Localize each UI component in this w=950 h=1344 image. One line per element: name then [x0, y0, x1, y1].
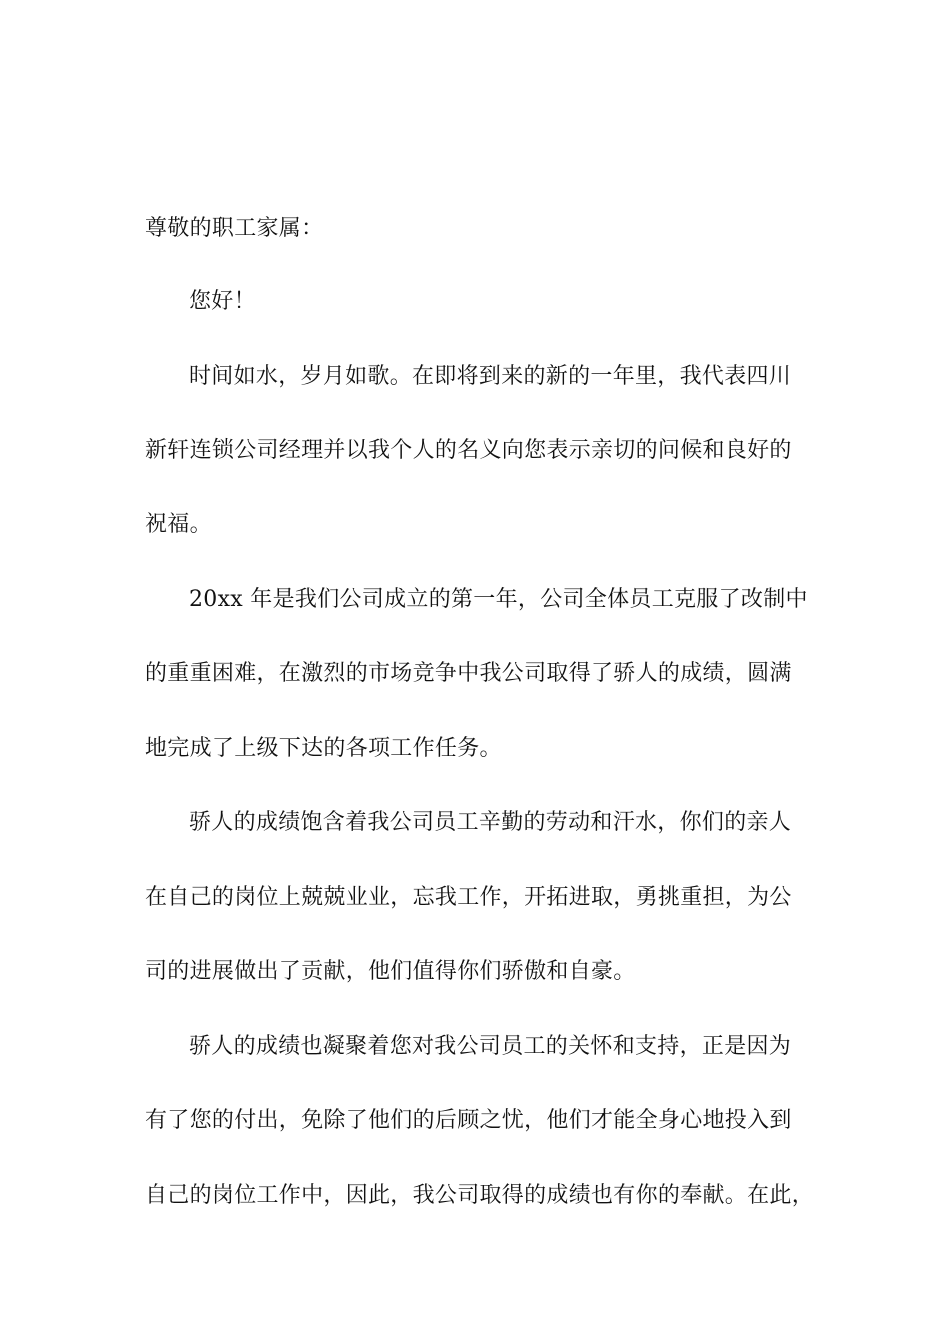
paragraph-line: 20xx 年是我们公司成立的第一年，公司全体员工克服了改制中: [189, 587, 808, 612]
salutation: 尊敬的职工家属：: [145, 216, 324, 241]
paragraph-line: 地完成了上级下达的各项工作任务。: [145, 736, 502, 761]
paragraph-line: 新轩连锁公司经理并以我个人的名义向您表示亲切的问候和良好的: [145, 438, 792, 463]
paragraph-line: 在自己的岗位上兢兢业业，忘我工作，开拓进取，勇挑重担，为公: [145, 885, 792, 910]
paragraph-line: 自己的岗位工作中，因此，我公司取得的成绩也有你的奉献。在此，: [145, 1183, 815, 1208]
paragraph-line: 骄人的成绩饱含着我公司员工辛勤的劳动和汗水，你们的亲人: [189, 810, 792, 835]
greeting: 您好！: [189, 289, 256, 314]
paragraph-line: 的重重困难，在激烈的市场竞争中我公司取得了骄人的成绩，圆满: [145, 661, 792, 686]
paragraph-line: 时间如水，岁月如歌。在即将到来的新的一年里，我代表四川: [189, 364, 792, 389]
paragraph-line: 司的进展做出了贡献，他们值得你们骄傲和自豪。: [145, 959, 636, 984]
paragraph-line: 祝福。: [145, 512, 212, 537]
paragraph-line: 有了您的付出，免除了他们的后顾之忧，他们才能全身心地投入到: [145, 1108, 792, 1133]
paragraph-line: 骄人的成绩也凝聚着您对我公司员工的关怀和支持，正是因为: [189, 1034, 792, 1059]
